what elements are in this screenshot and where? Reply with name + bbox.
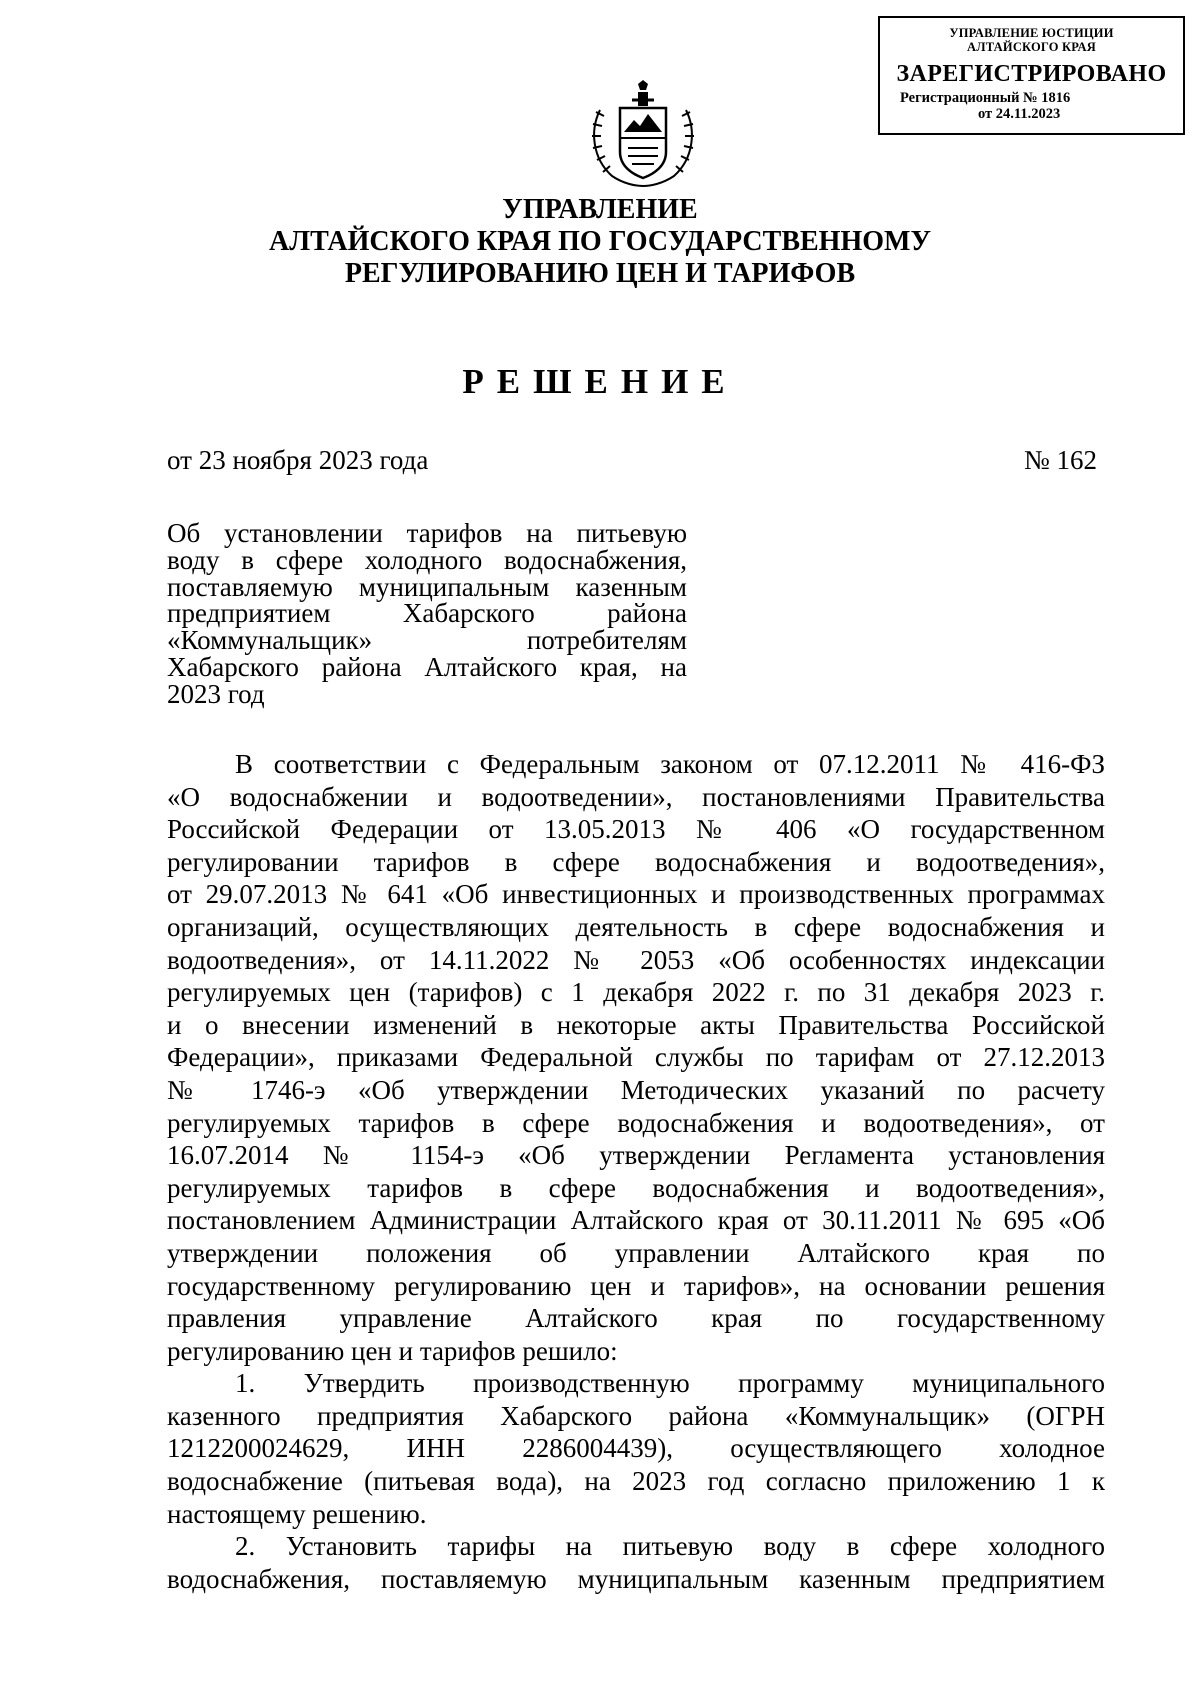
body-line: 16.07.2014 № 1154-э «Об утверждении Регламента установления <box>167 1140 1105 1171</box>
subject-line: «Коммунальщик» потребителям <box>167 625 687 656</box>
body-line: государственному регулированию цен и тарифов», на основании решения <box>167 1270 1105 1301</box>
body-line: регулируемых тарифов в сфере водоснабжения и водоотведения», <box>167 1172 1105 1203</box>
subject-line: поставляемую муниципальным казенным <box>167 571 687 602</box>
body-line: 2. Установить тарифы на питьевую воду в сфере холодного <box>235 1531 1105 1562</box>
document-body <box>167 748 1105 1595</box>
body-line: регулируемых тарифов в сфере водоснабжения и водоотведения», от <box>167 1107 1105 1138</box>
body-line: и о внесении изменений в некоторые акты Правительства Российской <box>167 1009 1105 1040</box>
subject-line: 2023 год <box>167 678 265 709</box>
body-line: Федерации», приказами Федеральной службы по тарифам от 27.12.2013 <box>167 1042 1105 1073</box>
agency-name-line1: УПРАВЛЕНИЕ <box>502 194 698 225</box>
body-line: правления управление Алтайского края по государственному <box>167 1303 1105 1334</box>
body-line: настоящему решению. <box>167 1498 427 1529</box>
body-line: постановлением Администрации Алтайского края от 30.11.2011 № 695 «Об <box>167 1205 1105 1236</box>
stamp-reg-number: Регистрационный № 1816 <box>900 90 1071 106</box>
document-subject <box>167 520 687 708</box>
body-line: организаций, осуществляющих деятельность в сфере водоснабжения и <box>167 911 1105 942</box>
body-line: утверждении положения об управлении Алтайского края по <box>167 1237 1105 1268</box>
stamp-authority-line2: АЛТАЙСКОГО КРАЯ <box>967 40 1096 54</box>
subject-line: воду в сфере холодного водоснабжения, <box>167 544 687 575</box>
body-line: № 1746-э «Об утверждении Методических указаний по расчету <box>167 1074 1105 1105</box>
subject-line: предприятием Хабарского района <box>167 598 687 629</box>
stamp-status: ЗАРЕГИСТРИРОВАНО <box>896 61 1167 87</box>
body-line: В соответствии с Федеральным законом от 07.12.2011 № 416-ФЗ <box>235 749 1105 779</box>
document-title: РЕШЕНИЕ <box>462 362 738 401</box>
body-line: водоснабжение (питьевая вода), на 2023 год согласно приложению 1 к <box>167 1466 1105 1497</box>
body-line: 1. Утвердить производственную программу муниципального <box>235 1368 1105 1399</box>
subject-line: Об установлении тарифов на питьевую <box>167 518 687 548</box>
stamp-authority-line1: УПРАВЛЕНИЕ ЮСТИЦИИ <box>949 26 1114 40</box>
document-number: № 162 <box>1023 445 1097 475</box>
agency-name-line2: АЛТАЙСКОГО КРАЯ ПО ГОСУДАРСТВЕННОМУ <box>269 226 931 257</box>
body-line: от 29.07.2013 № 641 «Об инвестиционных и производственных программах <box>167 879 1105 910</box>
body-line: 1212200024629, ИНН 2286004439), осуществляющего холодное <box>167 1433 1105 1464</box>
subject-line: Хабарского района Алтайского края, на <box>167 651 687 682</box>
body-line: «О водоснабжении и водоотведении», постановлениями Правительства <box>167 781 1105 812</box>
body-line: регулированию цен и тарифов решило: <box>167 1335 618 1366</box>
body-line: казенного предприятия Хабарского района «Коммунальщик» (ОГРН <box>167 1400 1105 1431</box>
body-line: водоснабжения, поставляемую муниципальным казенным предприятием <box>167 1563 1105 1594</box>
body-line: Российской Федерации от 13.05.2013 № 406 «О государственном <box>167 814 1105 845</box>
body-line: регулируемых цен (тарифов) с 1 декабря 2022 г. по 31 декабря 2023 г. <box>167 977 1105 1008</box>
registration-stamp <box>878 16 1185 135</box>
body-line: регулировании тарифов в сфере водоснабжения и водоотведения», <box>167 846 1105 877</box>
agency-name-line3: РЕГУЛИРОВАНИЮ ЦЕН И ТАРИФОВ <box>344 258 856 289</box>
body-line: водоотведения», от 14.11.2022 № 2053 «Об особенностях индексации <box>167 944 1105 975</box>
document-date: от 23 ноября 2023 года <box>167 445 429 475</box>
coat-of-arms-emblem <box>582 80 704 188</box>
stamp-reg-date: от 24.11.2023 <box>978 106 1061 122</box>
